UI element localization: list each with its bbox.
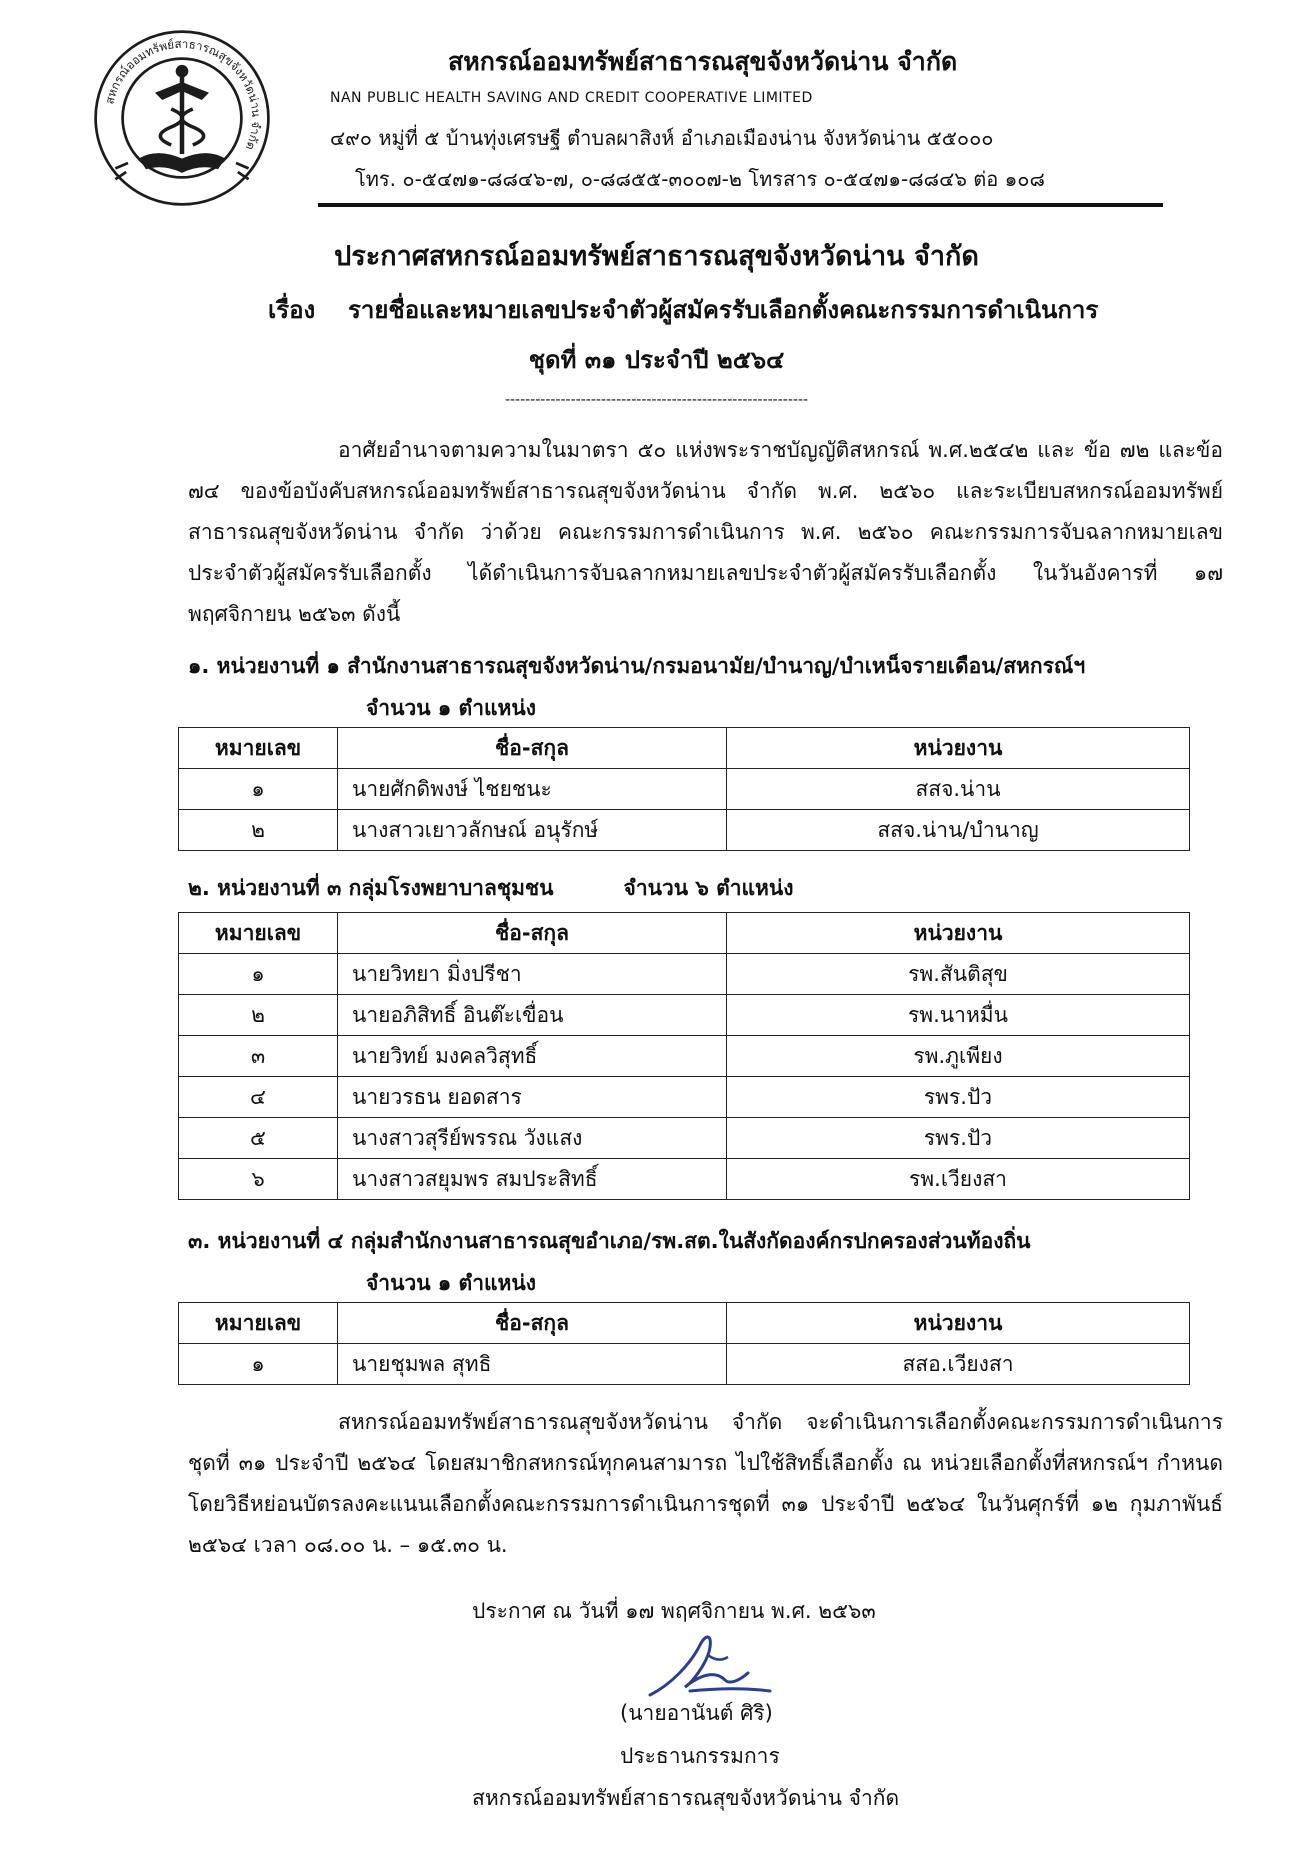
cell-unit: รพ.ภูเพียง [727, 1036, 1190, 1077]
title-separator: ------------------------------------------------------------ [504, 392, 809, 408]
table-row [179, 1036, 1190, 1077]
cell-unit: รพ.เวียงสา [727, 1159, 1190, 1200]
table-header-row [179, 913, 1190, 954]
cell-name: นายชุมพล สุทธิ [338, 1344, 727, 1385]
handwritten-signature-icon [630, 1625, 780, 1705]
section-2-quota: จำนวน ๖ ตำแหน่ง [623, 876, 794, 900]
closing-paragraph: สหกรณ์ออมทรัพย์สาธารณสุขจังหวัดน่าน จำกัด จะดำเนินการเลือกตั้งคณะกรรมการดำเนินการ ชุดที่ ๓๑ ประจำปี ๒๕๖๔ โดยสมาชิกสหกรณ์ทุกคนสามารถ ไปใช้สิทธิ์เลือกตั้ง ณ หน่วยเลือกตั้งที่สหกรณ์ฯ กำหนด โดยวิธีหย่อนบัตรลงคะแนนเลือกตั้งคณะกรรมการดำเนินการชุดที่ ๓๑ ประจำปี ๒๕๖๔ ในวันศุกร์ที่ ๑๒ กุมภาพันธ์ ๒๕๖๔ เวลา ๐๘.๐๐ น. – ๑๕.๓๐ น. [188, 1410, 1223, 1557]
signer-position: ประธานกรรมการ [620, 1744, 780, 1768]
cell-name: นางสาวเยาวลักษณ์ อนุรักษ์ [338, 810, 727, 851]
announcement-title: ประกาศสหกรณ์ออมทรัพย์สาธารณสุขจังหวัดน่าน จำกัด [334, 241, 979, 272]
section-1-quota: จำนวน ๑ ตำแหน่ง [366, 696, 536, 720]
letterhead-divider [318, 203, 1163, 207]
cell-number: ๓ [179, 1036, 338, 1077]
col-name: ชื่อ-สกุล [338, 913, 727, 954]
section-3-quota: จำนวน ๑ ตำแหน่ง [366, 1271, 536, 1295]
cell-unit: สสอ.เวียงสา [727, 1344, 1190, 1385]
table-row [179, 1159, 1190, 1200]
cell-number: ๒ [179, 995, 338, 1036]
org-address: ๔๙๐ หมู่ที่ ๕ บ้านทุ่งเศรษฐี ตำบลผาสิงห์ อำเภอเมืองน่าน จังหวัดน่าน ๕๕๐๐๐ [330, 126, 994, 150]
cell-number: ๑ [179, 1344, 338, 1385]
cooperative-seal-icon [92, 28, 272, 208]
cell-number: ๕ [179, 1118, 338, 1159]
cell-name: นายวิทยา มิ่งปรีชา [338, 954, 727, 995]
cell-number: ๖ [179, 1159, 338, 1200]
announcement-series: ชุดที่ ๓๑ ประจำปี ๒๕๖๔ [528, 346, 785, 374]
cell-unit: สสจ.น่าน [727, 769, 1190, 810]
cell-number: ๑ [179, 769, 338, 810]
intro-paragraph: อาศัยอำนาจตามความในมาตรา ๕๐ แห่งพระราชบัญญัติสหกรณ์ พ.ศ.๒๕๔๒ และ ข้อ ๗๒ และข้อ ๗๔ ของข้อบังคับสหกรณ์ออมทรัพย์สาธารณสุขจังหวัดน่าน จำกัด พ.ศ. ๒๕๖๐ และระเบียบสหกรณ์ออมทรัพย์สาธารณสุขจังหวัดน่าน จำกัด ว่าด้วย คณะกรรมการดำเนินการ พ.ศ. ๒๕๖๐ คณะกรรมการจับฉลากหมายเลขประจำตัวผู้สมัครรับเลือกตั้ง ได้ดำเนินการจับฉลากหมายเลขประจำตัวผู้สมัครรับเลือกตั้ง ในวันอังคารที่ ๑๗ พฤศจิกายน ๒๕๖๓ ดังนี้ [188, 438, 1223, 626]
cell-unit: รพ.นาหมื่น [727, 995, 1190, 1036]
cell-unit: รพ.สันติสุข [727, 954, 1190, 995]
cell-name: นางสาวสุรีย์พรรณ วังแสง [338, 1118, 727, 1159]
table-row [179, 995, 1190, 1036]
table-row [179, 769, 1190, 810]
section-2-title: ๒. หน่วยงานที่ ๓ กลุ่มโรงพยาบาลชุมชน [188, 876, 554, 900]
col-name: ชื่อ-สกุล [338, 728, 727, 769]
table-header-row [179, 1303, 1190, 1344]
section-2-table [178, 912, 1190, 1200]
signer-organization: สหกรณ์ออมทรัพย์สาธารณสุขจังหวัดน่าน จำกัด [472, 1786, 900, 1810]
table-row [179, 1118, 1190, 1159]
cell-number: ๑ [179, 954, 338, 995]
section-2-heading [188, 872, 794, 905]
cell-name: นายวิทย์ มงคลวิสุทธิ์ [338, 1036, 727, 1077]
table-header-row [179, 728, 1190, 769]
table-row [179, 810, 1190, 851]
cell-name: นายวรธน ยอดสาร [338, 1077, 727, 1118]
cell-number: ๒ [179, 810, 338, 851]
table-row [179, 954, 1190, 995]
cell-unit: สสจ.น่าน/บำนาญ [727, 810, 1190, 851]
seal-ring-text: สหกรณ์ออมทรัพย์สาธารณสุขจังหวัดน่าน จำกัด [102, 36, 264, 153]
col-number: หมายเลข [179, 1303, 338, 1344]
cell-name: นายอภิสิทธิ์ อินต๊ะเขื่อน [338, 995, 727, 1036]
section-1-heading: ๑. หน่วยงานที่ ๑ สำนักงานสาธารณสุขจังหวัดน่าน/กรมอนามัย/บำนาญ/บำเหน็จรายเดือน/สหกรณ์ฯ [188, 654, 1086, 678]
col-unit: หน่วยงาน [727, 728, 1190, 769]
section-1-table [178, 727, 1190, 851]
cell-unit: รพร.ปัว [727, 1118, 1190, 1159]
subject-label: เรื่อง [268, 296, 316, 324]
announcement-subject [268, 290, 1098, 329]
table-row [179, 1344, 1190, 1385]
org-contact: โทร. ๐-๕๔๗๑-๘๘๔๖-๗, ๐-๘๘๕๕-๓๐๐๗-๒ โทรสาร ๐-๕๔๗๑-๘๘๔๖ ต่อ ๑๐๘ [355, 167, 1045, 191]
table-row [179, 1077, 1190, 1118]
col-number: หมายเลข [179, 913, 338, 954]
org-name-thai: สหกรณ์ออมทรัพย์สาธารณสุขจังหวัดน่าน จำกัด [448, 47, 958, 76]
section-3-heading: ๓. หน่วยงานที่ ๔ กลุ่มสำนักงานสาธารณสุขอำเภอ/รพ.สต.ในสังกัดองค์กรปกครองส่วนท้องถิ่น [188, 1229, 1031, 1253]
announcement-date: ประกาศ ณ วันที่ ๑๗ พฤศจิกายน พ.ศ. ๒๕๖๓ [472, 1599, 876, 1623]
cell-unit: รพร.ปัว [727, 1077, 1190, 1118]
subject-text: รายชื่อและหมายเลขประจำตัวผู้สมัครรับเลือกตั้งคณะกรรมการดำเนินการ [348, 296, 1099, 324]
cell-number: ๔ [179, 1077, 338, 1118]
cell-name: นายศักดิพงษ์ ไชยชนะ [338, 769, 727, 810]
org-name-english: NAN PUBLIC HEALTH SAVING AND CREDIT COOPERATIVE LIMITED [330, 90, 813, 106]
cell-name: นางสาวสยุมพร สมประสิทธิ์ [338, 1159, 727, 1200]
col-unit: หน่วยงาน [727, 913, 1190, 954]
col-unit: หน่วยงาน [727, 1303, 1190, 1344]
col-number: หมายเลข [179, 728, 338, 769]
col-name: ชื่อ-สกุล [338, 1303, 727, 1344]
signer-name: (นายอานันต์ ศิริ) [620, 1701, 773, 1725]
section-3-table [178, 1302, 1190, 1385]
